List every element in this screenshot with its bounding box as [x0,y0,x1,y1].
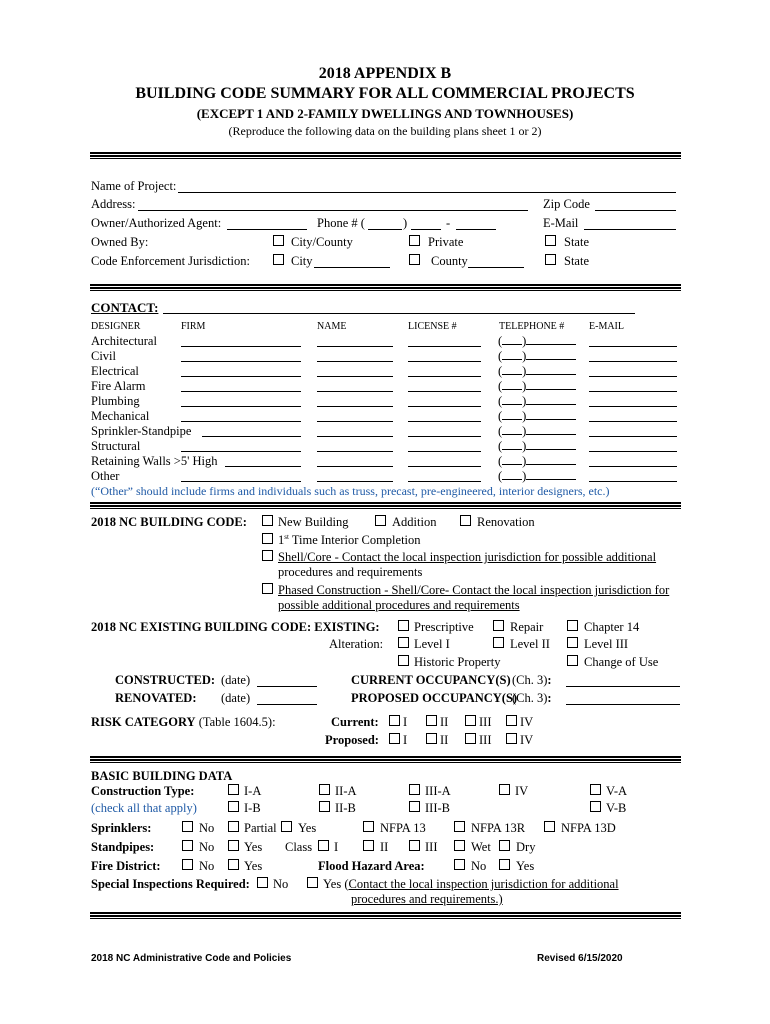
telephone-header: TELEPHONE # [499,321,565,332]
constructed-date-label: (date) [221,673,251,687]
architectural-email-field[interactable] [589,346,677,347]
proposed-occupancy-field[interactable] [566,704,680,705]
prescriptive-checkbox[interactable] [398,620,409,631]
mechanical-license-field[interactable] [408,421,481,422]
jurisdiction-city-checkbox[interactable] [273,254,284,265]
historic-property-label: Historic Property [414,655,501,669]
type-ib-checkbox[interactable] [228,801,239,812]
risk-category-label: RISK CATEGORY (Table 1604.5): [91,715,276,729]
renovation-checkbox[interactable] [460,515,471,526]
dry-checkbox[interactable] [499,840,510,851]
phone-prefix-field[interactable] [411,229,441,230]
type-iib-checkbox[interactable] [319,801,330,812]
sprinklers-no-label: No [199,821,215,835]
new-building-checkbox[interactable] [262,515,273,526]
plumbing-email-field[interactable] [589,406,677,407]
fire-alarm-name-field[interactable] [317,391,393,392]
dry-label: Dry [516,840,536,854]
designer-fire-alarm-label: Fire Alarm [91,379,146,393]
nfpa13r-checkbox[interactable] [454,821,465,832]
designer-plumbing-label: Plumbing [91,394,140,408]
special-no-checkbox[interactable] [257,877,268,888]
plumbing-name-field[interactable] [317,406,393,407]
first-time-interior-label: 1st Time Interior Completion [278,533,421,547]
other-firm-field[interactable] [181,481,301,482]
sprinklers-no-checkbox[interactable] [182,821,193,832]
email-header: E-MAIL [589,321,624,332]
civil-firm-field[interactable] [181,361,301,362]
proposed-occupancy-label: PROPOSED OCCUPANCY(S) [351,691,518,705]
standpipes-label: Standpipes: [91,840,155,854]
class-i-checkbox[interactable] [318,840,329,851]
designer-other-label: Other [91,469,120,483]
designer-retaining-walls-5-high-label: Retaining Walls >5' High [91,454,218,468]
nfpa13-checkbox[interactable] [363,821,374,832]
current-occupancy-label: CURRENT OCCUPANCY(S) [351,673,511,687]
risk-proposed-i-label: I [403,733,408,747]
fire-alarm-license-field[interactable] [408,391,481,392]
jurisdiction-county-label: County [431,254,468,268]
alteration-label: Alteration: [329,637,384,651]
risk-proposed-iii-label: III [479,733,492,747]
phased-construction-checkbox[interactable] [262,583,273,594]
project-name-label: Name of Project: [91,179,177,193]
flood-no-checkbox[interactable] [454,859,465,870]
footer-code-name: 2018 NC Administrative Code and Policies [91,953,292,964]
proposed-occupancy-ch3: (Ch. 3): [512,691,552,705]
phone-close-paren: ) [403,216,408,230]
risk-current-ii-label: II [440,715,449,729]
renovated-label: RENOVATED: [115,691,197,705]
electrical-telephone-field[interactable]: ( ) [498,365,576,378]
sprinklers-partial-checkbox[interactable] [228,821,239,832]
type-iia-checkbox[interactable] [319,784,330,795]
owned-private-label: Private [428,235,464,249]
type-iia-label: II-A [335,784,357,798]
form-instructions: (Reproduce the following data on the building plans sheet 1 or 2) [228,124,542,138]
civil-license-field[interactable] [408,361,481,362]
level1-checkbox[interactable] [398,637,409,648]
flood-yes-label: Yes [516,859,535,873]
sprinkler-standpipe-firm-field[interactable] [202,436,301,437]
historic-property-checkbox[interactable] [398,655,409,666]
sprinklers-yes-checkbox[interactable] [281,821,292,832]
shell-core-label: Shell/Core - Contact the local inspection jurisdiction for possible additional [278,550,657,564]
name-header: NAME [317,321,347,332]
check-all-note: (check all that apply) [91,801,197,815]
risk-current-iv-checkbox[interactable] [506,715,517,726]
addition-label: Addition [392,515,437,529]
fire-district-no-checkbox[interactable] [182,859,193,870]
sprinkler-standpipe-email-field[interactable] [589,436,677,437]
nfpa13d-checkbox[interactable] [544,821,555,832]
structural-telephone-field[interactable]: ( ) [498,440,576,453]
renovated-date-field[interactable] [257,704,317,705]
level3-label: Level III [584,637,629,651]
nfpa13d-label: NFPA 13D [561,821,616,835]
contact-note: (“Other” should include firms and individuals such as truss, precast, pre-engineered, interior designers, etc.) [91,484,610,498]
type-iiia-checkbox[interactable] [409,784,420,795]
mechanical-firm-field[interactable] [181,421,301,422]
risk-current-iii-label: III [479,715,492,729]
footer-revised-date: Revised 6/15/2020 [537,953,623,964]
mechanical-telephone-field[interactable]: ( ) [498,410,576,423]
addition-checkbox[interactable] [375,515,386,526]
retaining-walls-5-high-name-field[interactable] [317,466,393,467]
architectural-firm-field[interactable] [181,346,301,347]
shell-core-label-cont: procedures and requirements [278,565,423,579]
structural-license-field[interactable] [408,451,481,452]
plumbing-telephone-field[interactable]: ( ) [498,395,576,408]
class-iii-checkbox[interactable] [409,840,420,851]
renovation-label: Renovation [477,515,535,529]
risk-proposed-label: Proposed: [325,733,379,747]
designer-architectural-label: Architectural [91,334,157,348]
fire-district-label: Fire District: [91,859,161,873]
wet-checkbox[interactable] [454,840,465,851]
designer-mechanical-label: Mechanical [91,409,150,423]
license-header: LICENSE # [408,321,457,332]
structural-email-field[interactable] [589,451,677,452]
designer-electrical-label: Electrical [91,364,139,378]
owned-state-checkbox[interactable] [545,235,556,246]
owner-label: Owner/Authorized Agent: [91,216,222,230]
other-telephone-field[interactable]: ( ) [498,470,576,483]
special-yes-label: Yes (Contact the local inspection jurisdiction for additional [323,877,619,891]
retaining-walls-5-high-license-field[interactable] [408,466,481,467]
chapter14-checkbox[interactable] [567,620,578,631]
address-field[interactable] [138,210,528,211]
phone-area-field[interactable] [368,229,402,230]
owned-city-county-checkbox[interactable] [273,235,284,246]
owned-private-checkbox[interactable] [409,235,420,246]
standpipes-yes-label: Yes [244,840,263,854]
designer-sprinkler-standpipe-label: Sprinkler-Standpipe [91,424,192,438]
risk-current-ii-checkbox[interactable] [426,715,437,726]
type-vb-checkbox[interactable] [590,801,601,812]
jurisdiction-label: Code Enforcement Jurisdiction: [91,254,250,268]
section-divider [90,502,681,509]
type-iiia-label: III-A [425,784,451,798]
risk-proposed-iv-checkbox[interactable] [506,733,517,744]
type-iiib-label: III-B [425,801,450,815]
structural-firm-field[interactable] [181,451,301,452]
owned-by-label: Owned By: [91,235,149,249]
mechanical-email-field[interactable] [589,421,677,422]
structural-name-field[interactable] [317,451,393,452]
standpipes-no-checkbox[interactable] [182,840,193,851]
shell-core-checkbox[interactable] [262,550,273,561]
firm-header: FIRM [181,321,206,332]
type-ia-checkbox[interactable] [228,784,239,795]
architectural-license-field[interactable] [408,346,481,347]
type-va-checkbox[interactable] [590,784,601,795]
retaining-walls-5-high-email-field[interactable] [589,466,677,467]
risk-proposed-iii-checkbox[interactable] [465,733,476,744]
designer-header: DESIGNER [91,321,141,332]
risk-current-iii-checkbox[interactable] [465,715,476,726]
section-divider [90,912,681,919]
risk-proposed-ii-label: II [440,733,449,747]
wet-label: Wet [471,840,491,854]
phone-label: Phone # ( [317,216,365,230]
architectural-telephone-field[interactable]: ( ) [498,335,576,348]
electrical-email-field[interactable] [589,376,677,377]
building-code-label: 2018 NC BUILDING CODE: [91,515,247,529]
designer-structural-label: Structural [91,439,141,453]
chapter14-label: Chapter 14 [584,620,640,634]
flood-yes-checkbox[interactable] [499,859,510,870]
phone-line-field[interactable] [456,229,496,230]
fire-district-no-label: No [199,859,215,873]
jurisdiction-city-label: City [291,254,313,268]
flood-hazard-label: Flood Hazard Area: [318,859,425,873]
sprinkler-standpipe-name-field[interactable] [317,436,393,437]
special-yes-checkbox[interactable] [307,877,318,888]
fire-district-yes-label: Yes [244,859,263,873]
nfpa13-label: NFPA 13 [380,821,426,835]
type-ia-label: I-A [244,784,262,798]
standpipes-yes-checkbox[interactable] [228,840,239,851]
civil-telephone-field[interactable]: ( ) [498,350,576,363]
phased-construction-label: Phased Construction - Shell/Core- Contact the local inspection jurisdiction for [278,583,670,597]
civil-email-field[interactable] [589,361,677,362]
other-name-field[interactable] [317,481,393,482]
phone-dash: - [446,216,451,230]
type-vb-label: V-B [606,801,627,815]
type-iiib-checkbox[interactable] [409,801,420,812]
flood-no-label: No [471,859,487,873]
form-subtitle-except: (EXCEPT 1 AND 2-FAMILY DWELLINGS AND TOWNHOUSES) [196,106,574,121]
type-iv-label: IV [515,784,529,798]
current-occupancy-field[interactable] [566,686,680,687]
form-subtitle-main: BUILDING CODE SUMMARY FOR ALL COMMERCIAL PROJECTS [135,85,635,102]
zip-code-field[interactable] [595,210,676,211]
section-divider [90,756,681,763]
level3-checkbox[interactable] [567,637,578,648]
retaining-walls-5-high-telephone-field[interactable]: ( ) [498,455,576,468]
plumbing-license-field[interactable] [408,406,481,407]
type-ib-label: I-B [244,801,261,815]
email-field[interactable] [584,229,676,230]
change-of-use-label: Change of Use [584,655,659,669]
other-email-field[interactable] [589,481,677,482]
zip-code-label: Zip Code [543,197,590,211]
other-license-field[interactable] [408,481,481,482]
renovated-date-label: (date) [221,691,251,705]
type-va-label: V-A [606,784,628,798]
owned-state-label: State [564,235,589,249]
risk-current-i-label: I [403,715,408,729]
risk-current-iv-label: IV [520,715,534,729]
address-label: Address: [91,197,136,211]
jurisdiction-state-checkbox[interactable] [545,254,556,265]
prescriptive-label: Prescriptive [414,620,474,634]
owned-city-county-label: City/County [291,235,353,249]
sprinklers-yes-label: Yes [298,821,317,835]
risk-current-label: Current: [331,715,379,729]
repair-label: Repair [510,620,544,634]
project-name-field[interactable] [178,192,676,193]
type-iv-checkbox[interactable] [499,784,510,795]
civil-name-field[interactable] [317,361,393,362]
contact-field[interactable] [163,313,635,314]
sprinkler-standpipe-telephone-field[interactable]: ( ) [498,425,576,438]
architectural-name-field[interactable] [317,346,393,347]
email-label: E-Mail [543,216,579,230]
fire-alarm-telephone-field[interactable]: ( ) [498,380,576,393]
first-time-interior-checkbox[interactable] [262,533,273,544]
contact-label: CONTACT: [91,300,159,315]
level2-label: Level II [510,637,550,651]
sprinkler-standpipe-license-field[interactable] [408,436,481,437]
special-inspections-label: Special Inspections Required: [91,877,250,891]
level1-label: Level I [414,637,450,651]
jurisdiction-county-checkbox[interactable] [409,254,420,265]
new-building-label: New Building [278,515,349,529]
class-label: Class [285,840,313,854]
risk-proposed-i-checkbox[interactable] [389,733,400,744]
class-ii-checkbox[interactable] [363,840,374,851]
level2-checkbox[interactable] [493,637,504,648]
current-occupancy-ch3: (Ch. 3): [512,673,552,687]
class-i-label: I [334,840,339,854]
electrical-name-field[interactable] [317,376,393,377]
jurisdiction-county-field[interactable] [468,267,524,268]
class-iii-label: III [425,840,438,854]
risk-current-i-checkbox[interactable] [389,715,400,726]
fire-alarm-email-field[interactable] [589,391,677,392]
designer-civil-label: Civil [91,349,117,363]
phased-construction-label-cont: possible additional procedures and requirements [278,598,520,612]
fire-alarm-firm-field[interactable] [181,391,301,392]
plumbing-firm-field[interactable] [181,406,301,407]
electrical-license-field[interactable] [408,376,481,377]
risk-proposed-iv-label: IV [520,733,534,747]
owner-field[interactable] [227,229,307,230]
jurisdiction-state-label: State [564,254,589,268]
sprinklers-partial-label: Partial [244,821,277,835]
type-iib-label: II-B [335,801,356,815]
standpipes-no-label: No [199,840,215,854]
class-ii-label: II [380,840,389,854]
sprinklers-label: Sprinklers: [91,821,152,835]
repair-checkbox[interactable] [493,620,504,631]
section-divider [90,284,681,291]
basic-data-label: BASIC BUILDING DATA [91,769,233,783]
construction-type-label: Construction Type: [91,784,195,798]
constructed-label: CONSTRUCTED: [115,673,216,687]
existing-code-label: 2018 NC EXISTING BUILDING CODE: EXISTING: [91,620,380,634]
section-divider [90,152,681,159]
form-title: 2018 APPENDIX B [318,65,452,82]
fire-district-yes-checkbox[interactable] [228,859,239,870]
retaining-walls-5-high-firm-field[interactable] [225,466,301,467]
risk-proposed-ii-checkbox[interactable] [426,733,437,744]
special-yes-label-cont: procedures and requirements.) [351,892,503,906]
jurisdiction-city-field[interactable] [314,267,390,268]
electrical-firm-field[interactable] [181,376,301,377]
nfpa13r-label: NFPA 13R [471,821,526,835]
constructed-date-field[interactable] [257,686,317,687]
mechanical-name-field[interactable] [317,421,393,422]
change-of-use-checkbox[interactable] [567,655,578,666]
special-no-label: No [273,877,289,891]
